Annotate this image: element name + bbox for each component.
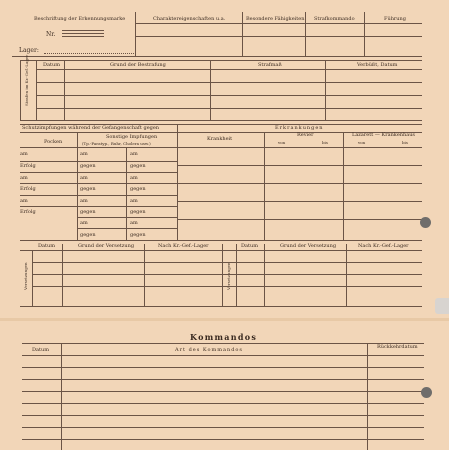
erk-row-rule — [177, 219, 422, 220]
impf-cell: am — [130, 175, 138, 181]
strafen-row-rule — [36, 95, 422, 96]
kommandos-title: Kommandos — [190, 332, 258, 342]
vers-frame — [236, 244, 237, 306]
impf-cell: am — [130, 198, 138, 204]
card-back — [0, 321, 449, 450]
kommandos-col-rueckkehr: Rückkehrdatum — [377, 344, 418, 350]
impf-cell: gegen — [80, 163, 96, 169]
strafen-col-strafmass: Strafmaß — [258, 62, 282, 68]
lager-label: Lager: — [19, 47, 39, 54]
vers-side-label-left: Versetzungen — [23, 262, 28, 290]
punch-hole — [421, 387, 432, 398]
impf-cell: gegen — [130, 186, 146, 192]
header-rule — [135, 36, 422, 37]
impf-row-rule — [20, 161, 177, 162]
erk-col-lazarett: Lazarett — Krankenhaus — [352, 132, 415, 138]
impf-cell: gegen — [80, 232, 96, 238]
impf-col-sonstige: Sonstige Impfungen — [106, 134, 158, 140]
impf-cell: am — [130, 151, 138, 157]
strafen-col-verbuesst: Verbüßt, Datum — [357, 62, 398, 68]
impf-cell: am — [20, 151, 28, 157]
impf-cell: am — [20, 198, 28, 204]
header-divider — [135, 12, 136, 56]
header-divider — [242, 12, 243, 56]
strafen-col-grund: Grund der Bestrafung — [110, 62, 166, 68]
vers-col-grund-right: Grund der Versetzung — [280, 243, 337, 249]
kommandos-row-rule — [22, 427, 424, 428]
impf-cell: gegen — [130, 163, 146, 169]
impf-row-rule — [20, 172, 177, 173]
header-divider — [364, 12, 365, 56]
impf-cell: Erfolg — [20, 163, 36, 169]
erk-row-rule — [177, 165, 422, 166]
beschriftung-label: Beschriftung der Erkennungsmarke — [34, 16, 126, 22]
impf-cell: gegen — [130, 232, 146, 238]
impf-erk-divider — [177, 124, 178, 240]
impf-cell: gegen — [80, 209, 96, 215]
vers-divider — [264, 244, 265, 306]
vers-col-grund-left: Grund der Versetzung — [78, 243, 135, 249]
erk-col-revier-von: von — [278, 140, 286, 145]
vers-divider — [62, 244, 63, 306]
strafen-row-rule — [36, 82, 422, 83]
erk-header: Erkrankungen — [275, 125, 324, 131]
lager-rule — [44, 53, 134, 54]
impf-cell: am — [80, 198, 88, 204]
impf-row-rule — [77, 228, 177, 229]
kommandos-row-rule — [22, 439, 424, 440]
faehigkeiten-label: Besondere Fähigkeiten — [246, 16, 305, 22]
charaktereigenschaften-label: Charaktereigenschaften u.a. — [153, 16, 226, 22]
impf-cell: am — [80, 151, 88, 157]
erk-divider — [343, 132, 344, 240]
header-bottom-rule — [12, 56, 422, 57]
kommandos-row-rule — [22, 391, 424, 392]
erk-row-rule — [177, 201, 422, 202]
vers-col-ziel-right: Nach Kr.-Gef.-Lager — [358, 243, 409, 249]
impf-divider — [77, 132, 78, 240]
impf-cell: gegen — [130, 209, 146, 215]
impf-header: Schutzimpfungen während der Gefangenschaft gegen — [22, 125, 160, 131]
vers-frame — [32, 250, 33, 306]
vers-row-rule — [32, 262, 422, 263]
header-divider — [305, 12, 306, 56]
vers-col-datum-left: Datum — [38, 243, 55, 249]
vers-top-rule — [20, 250, 422, 251]
impf-cell: Erfolg — [20, 186, 36, 192]
vers-col-datum-right: Datum — [241, 243, 258, 249]
kommandos-row-rule — [22, 379, 424, 380]
impf-header-bottom-rule — [20, 147, 422, 148]
erk-row-rule — [177, 183, 422, 184]
impf-row-rule — [20, 195, 177, 196]
kommandos-col-art: Art des Kommandos — [175, 347, 243, 353]
kommandos-divider — [367, 343, 368, 450]
vers-row-rule — [32, 274, 422, 275]
vers-col-ziel-left: Nach Kr.-Gef.-Lager — [158, 243, 209, 249]
vers-row-rule — [32, 286, 422, 287]
fuehrung-label: Führung — [384, 16, 406, 22]
impf-cell: Erfolg — [20, 209, 36, 215]
kommandos-row-rule — [22, 367, 424, 368]
impf-row-rule — [20, 206, 177, 207]
erk-divider — [264, 132, 265, 240]
kommandos-row-rule — [22, 415, 424, 416]
erk-col-krankheit: Krankheit — [207, 136, 233, 142]
strafen-side-label: Strafen im Kr.-Gef.-Lager — [24, 54, 29, 106]
impf-cell: am — [130, 220, 138, 226]
nr-rule-3 — [62, 36, 104, 37]
strafen-col-datum: Datum — [43, 62, 60, 68]
kommandos-row-rule — [22, 403, 424, 404]
strafen-bottom-rule — [20, 120, 422, 121]
kommandos-divider — [61, 343, 62, 450]
erk-col-laz-von: von — [358, 140, 366, 145]
impf-cell: am — [20, 175, 28, 181]
impf-col-sonstige-sub: (Tp.-Paratyp., Ruhr, Cholera usw.) — [82, 141, 151, 146]
erk-col-revier-bis: bis — [322, 140, 328, 145]
vers-divider — [222, 244, 223, 306]
kommandos-col-datum: Datum — [32, 347, 49, 353]
vers-bottom-rule — [20, 306, 422, 307]
card-tab-notch — [435, 298, 449, 314]
header-rule — [135, 23, 422, 24]
strafen-row-rule — [36, 108, 422, 109]
vers-divider — [144, 244, 145, 306]
impf-col-pocken: Pocken — [44, 139, 63, 145]
strafkommando-label: Strafkommando — [314, 16, 355, 22]
punch-hole — [420, 217, 431, 228]
vers-divider — [346, 244, 347, 306]
impf-row-rule — [20, 183, 177, 184]
nr-rule-1 — [62, 30, 104, 31]
kommandos-top-rule — [22, 343, 424, 344]
strafen-frame — [20, 60, 21, 120]
erk-col-laz-bis: bis — [402, 140, 408, 145]
strafen-row-rule — [36, 69, 422, 70]
nr-label: Nr. — [46, 31, 56, 38]
impf-bottom-rule — [20, 240, 422, 241]
strafen-top-rule — [20, 60, 422, 61]
impf-cell: am — [80, 220, 88, 226]
erk-col-revier: Revier — [297, 132, 314, 138]
vers-side-label-right: Versetzungen — [226, 262, 231, 290]
impf-cell: gegen — [80, 186, 96, 192]
impf-row-rule — [77, 217, 177, 218]
impf-cell: am — [80, 175, 88, 181]
nr-rule-2 — [62, 33, 104, 34]
kommandos-header-rule — [22, 355, 424, 356]
